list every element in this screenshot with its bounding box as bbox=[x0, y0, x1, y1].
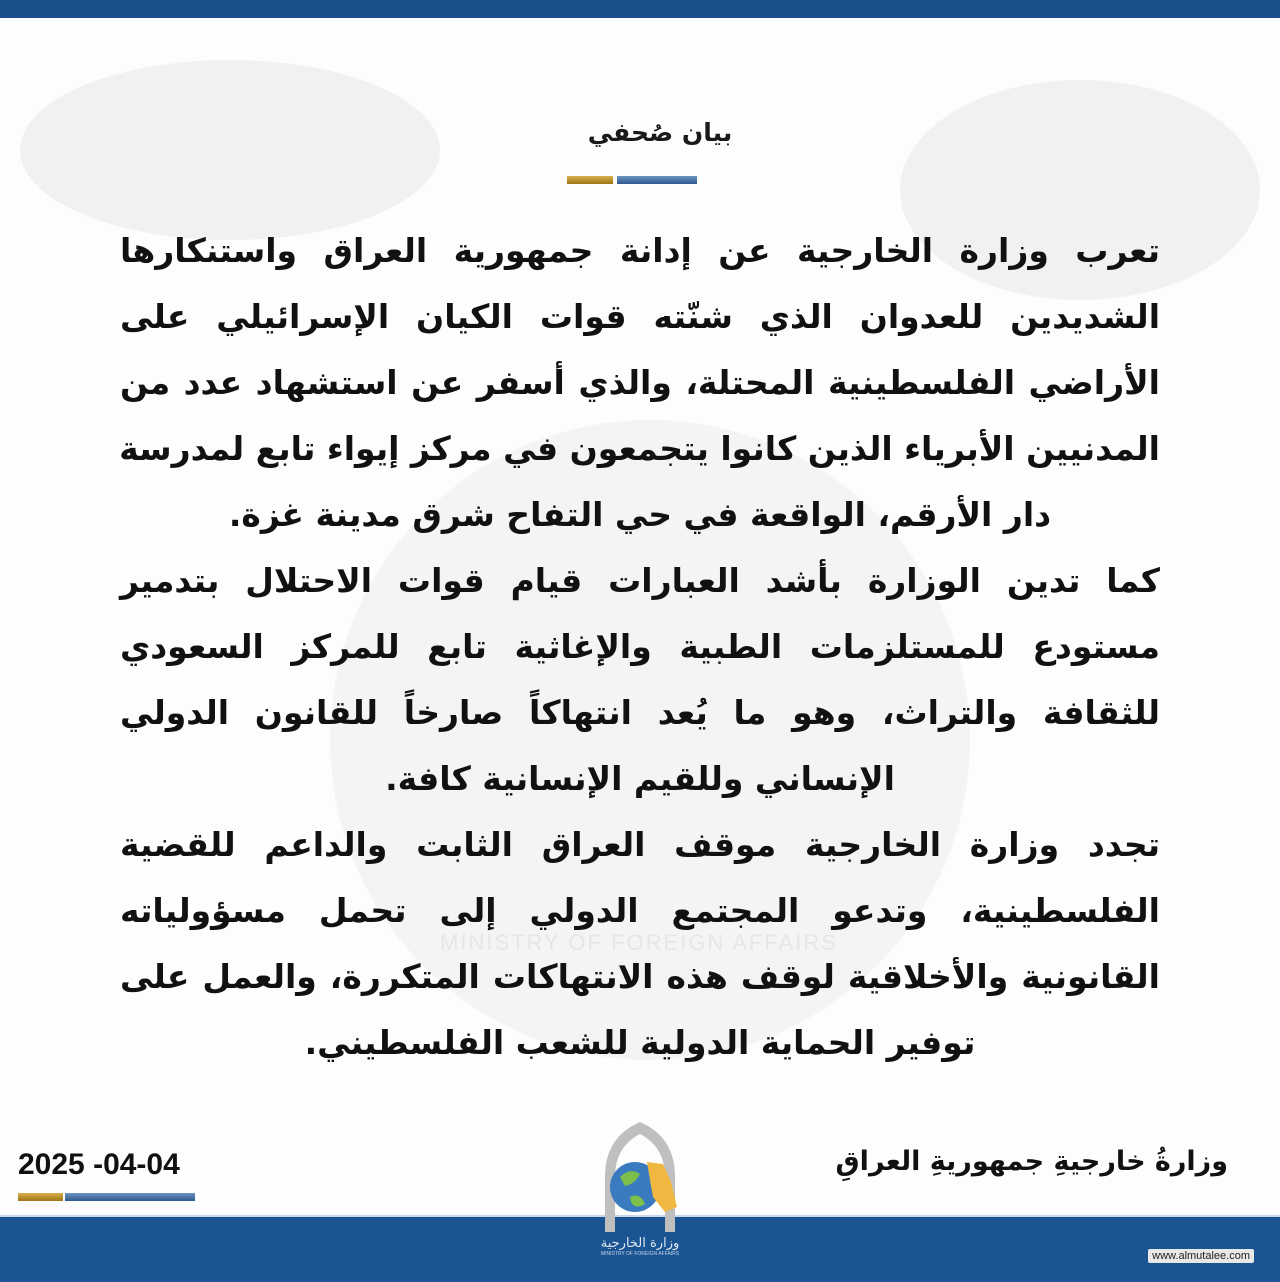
paragraph-1 bbox=[120, 218, 1160, 548]
date-underline bbox=[18, 1193, 195, 1201]
title-text: بيان صُحفي bbox=[587, 118, 733, 147]
paragraph-2 bbox=[120, 548, 1160, 812]
text-line: الشديدين للعدوان الذي شنّته قوات الكيان الإسرائيلي على bbox=[120, 297, 1160, 336]
blue-bar bbox=[617, 176, 697, 184]
globe-iraq-emblem-icon bbox=[595, 1122, 685, 1232]
text-line: دار الأرقم، الواقعة في حي التفاح شرق مدينة غزة. bbox=[228, 495, 1052, 534]
gold-bar bbox=[18, 1193, 63, 1201]
statement-body bbox=[120, 218, 1160, 1076]
date: 2025 -04-04 bbox=[18, 1148, 180, 1181]
gold-bar bbox=[567, 176, 613, 184]
paragraph-3 bbox=[120, 812, 1160, 1076]
text-line: مستودع للمستلزمات الطبية والإغاثية تابع للمركز السعودي bbox=[120, 627, 1160, 666]
logo-text: وزارة الخارجية bbox=[600, 1236, 680, 1251]
background-map-shape bbox=[20, 60, 440, 240]
text-line: كما تدين الوزارة بأشد العبارات قيام قوات الاحتلال بتدمير bbox=[120, 561, 1160, 600]
text-line: الفلسطينية، وتدعو المجتمع الدولي إلى تحمل مسؤولياته bbox=[120, 891, 1160, 930]
page-title bbox=[0, 118, 1280, 147]
text-line: المدنيين الأبرياء الذين كانوا يتجمعون في مركز إيواء تابع لمدرسة bbox=[119, 429, 1160, 468]
text-line: الأراضي الفلسطينية المحتلة، والذي أسفر عن استشهاد عدد من bbox=[120, 363, 1160, 402]
ministry-signature: وزارةُ خارجيةِ جمهوريةِ العراقِ bbox=[835, 1146, 1228, 1177]
text-line: القانونية والأخلاقية لوقف هذه الانتهاكات المتكررة، والعمل على bbox=[120, 957, 1160, 996]
ministry-logo bbox=[595, 1122, 685, 1280]
text-line: الإنساني وللقيم الإنسانية كافة. bbox=[385, 759, 895, 798]
title-underline bbox=[567, 176, 697, 184]
text-line: توفير الحماية الدولية للشعب الفلسطيني. bbox=[304, 1023, 976, 1062]
text-line: تجدد وزارة الخارجية موقف العراق الثابت والداعم للقضية bbox=[120, 825, 1160, 864]
website-watermark: www.almutalee.com bbox=[1148, 1249, 1254, 1263]
blue-bar bbox=[65, 1193, 195, 1201]
watermark-text: MINISTRY OF FOREIGN AFFAIRS bbox=[440, 930, 838, 955]
logo-subtext: MINISTRY OF FOREIGN AFFAIRS bbox=[600, 1251, 680, 1257]
text-line: للثقافة والتراث، وهو ما يُعد انتهاكاً صارخاً للقانون الدولي bbox=[120, 693, 1160, 732]
top-band bbox=[0, 0, 1280, 18]
text-line: تعرب وزارة الخارجية عن إدانة جمهورية العراق واستنكارها bbox=[120, 231, 1160, 270]
